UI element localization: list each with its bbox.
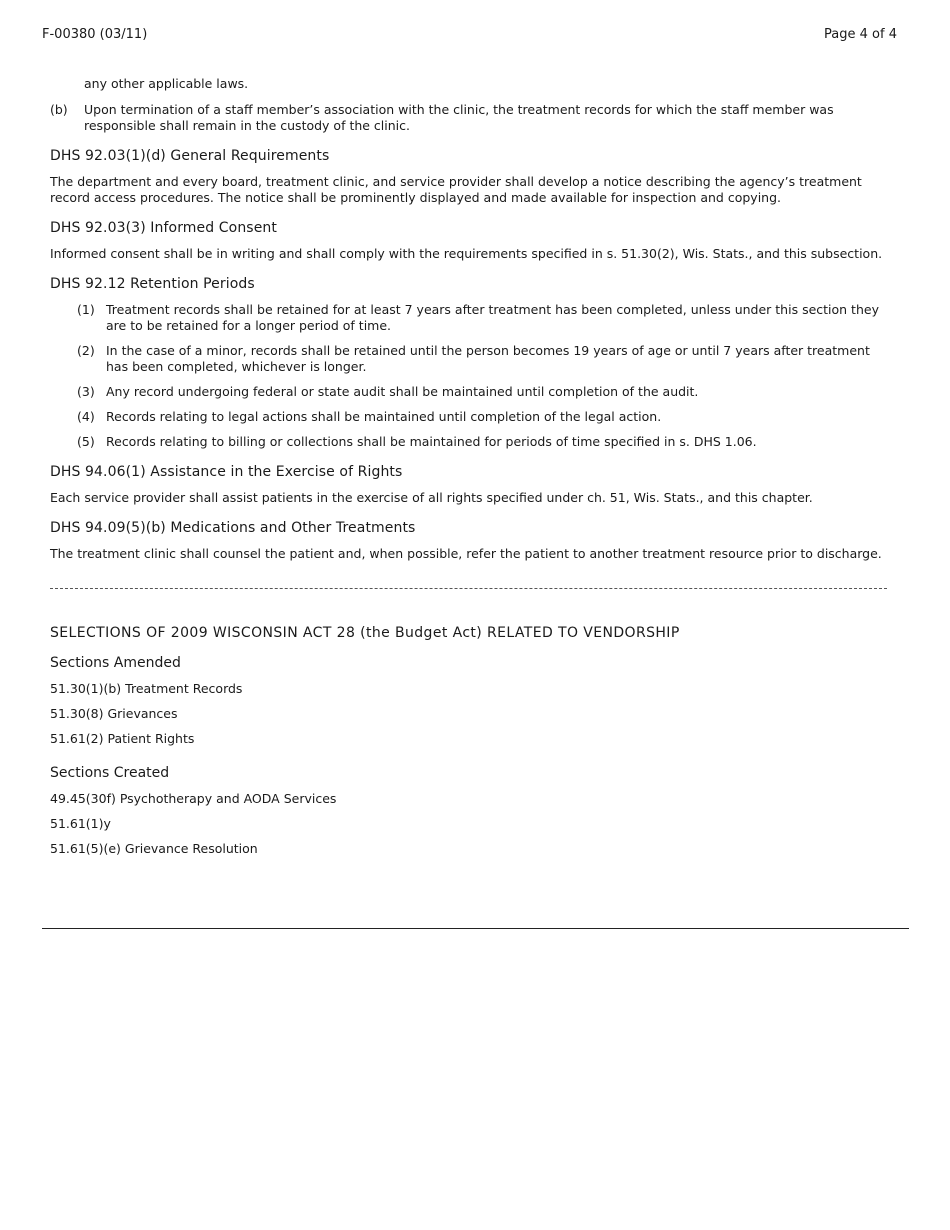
form-id: F-00380 (03/11) bbox=[42, 27, 148, 42]
list-item bbox=[77, 302, 890, 334]
created-item: 51.61(5)(e) Grievance Resolution bbox=[50, 841, 258, 856]
dashed-divider bbox=[50, 588, 887, 589]
list-item-text: Any record undergoing federal or state audit shall be maintained until completion of the audit. bbox=[106, 384, 699, 399]
section-heading: DHS 94.06(1) Assistance in the Exercise of Rights bbox=[50, 464, 403, 480]
section-paragraph: Each service provider shall assist patients in the exercise of all rights specified under ch. 51, Wis. Stats., and this chapter. bbox=[50, 490, 813, 505]
list-marker: (5) bbox=[77, 434, 95, 449]
list-marker: (1) bbox=[77, 302, 95, 317]
list-item-b bbox=[50, 102, 890, 134]
act-title: SELECTIONS OF 2009 WISCONSIN ACT 28 (the Budget Act) RELATED TO VENDORSHIP bbox=[50, 625, 680, 641]
list-item bbox=[77, 434, 890, 450]
list-item bbox=[77, 343, 890, 375]
created-item: 51.61(1)y bbox=[50, 816, 111, 831]
amended-item: 51.61(2) Patient Rights bbox=[50, 731, 195, 746]
list-item bbox=[77, 409, 890, 425]
list-item-text: In the case of a minor, records shall be retained until the person becomes 19 years of age or until 7 years after treatment has been completed, whichever is longer. bbox=[106, 343, 870, 374]
page-header bbox=[42, 27, 897, 43]
bottom-divider bbox=[42, 928, 909, 929]
list-marker: (3) bbox=[77, 384, 95, 399]
section-paragraph: Informed consent shall be in writing and shall comply with the requirements specified in s. 51.30(2), Wis. Stats., and this subsection. bbox=[50, 246, 883, 261]
list-item bbox=[77, 384, 890, 400]
section-heading: DHS 92.12 Retention Periods bbox=[50, 276, 255, 292]
sections-created-heading: Sections Created bbox=[50, 765, 170, 781]
list-item-text: Records relating to billing or collections shall be maintained for periods of time specified in s. DHS 1.06. bbox=[106, 434, 757, 449]
section-heading: DHS 92.03(3) Informed Consent bbox=[50, 220, 277, 236]
document-body bbox=[50, 76, 890, 866]
created-item: 49.45(30f) Psychotherapy and AODA Services bbox=[50, 791, 337, 806]
amended-item: 51.30(1)(b) Treatment Records bbox=[50, 681, 243, 696]
section-paragraph: The department and every board, treatment clinic, and service provider shall develop a notice describing the agency’s treatment record access procedures. The notice shall be prominently displayed and made available for inspection and copying. bbox=[50, 174, 862, 205]
list-item-text: Treatment records shall be retained for at least 7 years after treatment has been completed, unless under this section they are to be retained for a longer period of time. bbox=[106, 302, 879, 333]
page-number: Page 4 of 4 bbox=[824, 27, 897, 42]
list-marker: (2) bbox=[77, 343, 95, 358]
amended-item: 51.30(8) Grievances bbox=[50, 706, 178, 721]
section-heading: DHS 94.09(5)(b) Medications and Other Treatments bbox=[50, 520, 416, 536]
list-marker: (b) bbox=[50, 102, 68, 117]
section-paragraph: The treatment clinic shall counsel the patient and, when possible, refer the patient to another treatment resource prior to discharge. bbox=[50, 546, 882, 561]
list-item-text: Records relating to legal actions shall be maintained until completion of the legal action. bbox=[106, 409, 662, 424]
section-heading: DHS 92.03(1)(d) General Requirements bbox=[50, 148, 330, 164]
list-marker: (4) bbox=[77, 409, 95, 424]
retention-list bbox=[50, 302, 890, 450]
list-item-text: Upon termination of a staff member’s association with the clinic, the treatment records for which the staff member was responsible shall remain in the custody of the clinic. bbox=[84, 102, 834, 133]
continuation-text: any other applicable laws. bbox=[84, 76, 249, 91]
sections-amended-heading: Sections Amended bbox=[50, 655, 181, 671]
